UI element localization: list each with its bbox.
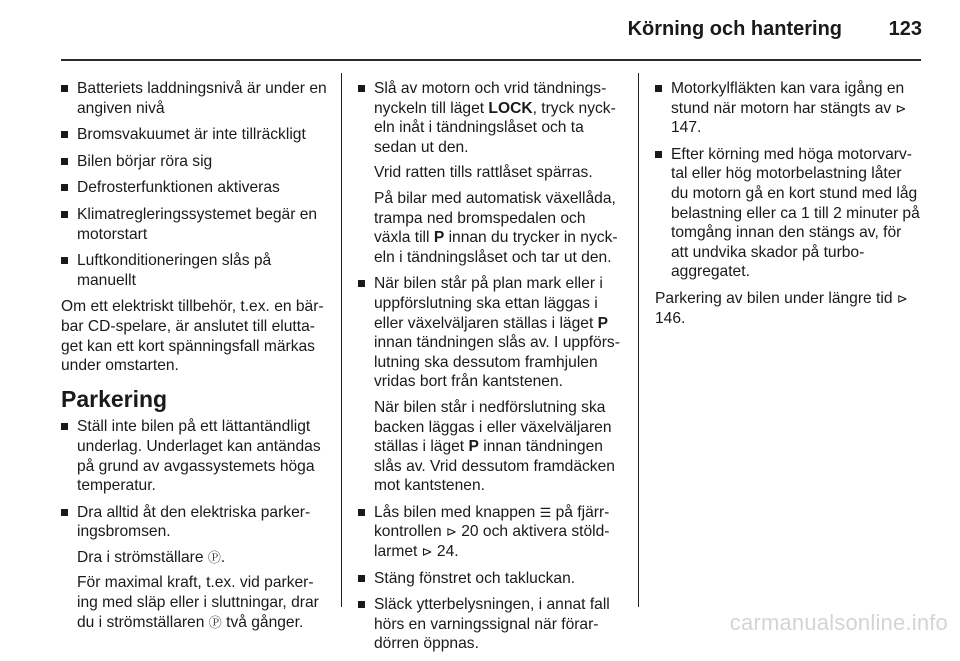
- list-item: Luftkonditioneringen slås på manuellt: [61, 251, 327, 290]
- text-segment: När bilen står i nedförslutning ska backen läggas i eller växelväljaren ställas i läget: [374, 398, 612, 456]
- page-header: [0, 0, 960, 60]
- page-reference: 146.: [655, 309, 686, 327]
- list-item: Defrosterfunktionen aktiveras: [61, 178, 327, 198]
- list-item: Klimatregleringssystemet begär en motorstart: [61, 205, 327, 244]
- list-item: Ställ inte bilen på ett lättantändligt underlag. Underlaget kan antändas på grund av avgassystemets höga temperatur.: [61, 417, 327, 495]
- list-item: [358, 79, 623, 267]
- sub-text: För maximal kraft, t.ex. vid parker-ing med släp eller i sluttningar, drar du i strömställaren: [77, 574, 319, 631]
- text-segment: och aktivera stöld-larmet: [374, 523, 610, 561]
- list-item: [358, 503, 623, 562]
- running-title: Körning och hantering: [627, 18, 842, 40]
- text-segment: innan tändningen slås av. I uppförs-lutning ska dessutom framhjulen vridas bort från kantstenen.: [374, 334, 620, 391]
- list-item: Bromsvakuumet är inte tillräckligt: [61, 125, 327, 145]
- parking-brake-icon: Ⓟ: [208, 614, 222, 630]
- sub-paragraph: [77, 548, 327, 568]
- page-number: 123: [888, 18, 922, 40]
- restart-conditions-list: [61, 79, 327, 290]
- page-reference: 147.: [671, 119, 702, 137]
- gear-p-label: P: [433, 229, 445, 247]
- text-segment: Slå av motorn och vrid tändnings-nyckeln till läget: [374, 80, 607, 117]
- text-segment: Motorkylfläkten kan vara igång en stund när motorn har stängts av: [671, 80, 905, 117]
- page-reference-icon: ⊳: [895, 100, 907, 116]
- sub-text: Dra i strömställare: [77, 548, 204, 566]
- list-item: Batteriets laddningsnivå är under en angiven nivå: [61, 79, 327, 118]
- text-segment: innan tändningen slås av. Vrid dessutom framdäcken mot kantstenen.: [374, 438, 615, 495]
- list-item: [655, 79, 921, 138]
- section-heading: Parkering: [61, 385, 168, 412]
- list-item-text: Dra alltid åt den elektriska parker-ingsbromsen.: [77, 503, 311, 541]
- column-1: [61, 79, 327, 639]
- page-reference-icon: ⊳: [421, 544, 433, 560]
- page-reference: 20: [461, 523, 479, 541]
- list-item: Släck ytterbelysningen, i annat fall hörs en varningssignal när förar-dörren öppnas.: [358, 595, 623, 654]
- watermark: carmanualsonline.info: [729, 610, 948, 635]
- column-divider: [341, 73, 342, 607]
- sub-text-end: två gånger.: [226, 613, 304, 631]
- sub-paragraph: [374, 189, 623, 267]
- text-segment: När bilen står på plan mark eller i uppförslutning ska ettan läggas i eller växelväljaren ställas i läget: [374, 275, 603, 332]
- body-paragraph: [655, 289, 921, 328]
- list-item: [61, 503, 327, 633]
- text-segment: innan du trycker in nyck-eln i tändningslåset och tar ut den.: [374, 229, 618, 266]
- text-segment: Lås bilen med knappen: [374, 503, 536, 521]
- sub-paragraph: [374, 398, 623, 496]
- column-divider: [638, 73, 639, 607]
- sub-paragraph: Vrid ratten tills rattlåset spärras.: [374, 164, 593, 182]
- gear-p-label: P: [468, 438, 479, 456]
- page-reference-icon: ⊳: [445, 524, 457, 540]
- list-item: Stäng fönstret och takluckan.: [358, 569, 623, 589]
- sub-text-end: .: [220, 548, 226, 566]
- text-segment: på fjärr-kontrollen: [374, 503, 610, 541]
- sub-paragraph: [77, 573, 327, 632]
- parking-list: [61, 417, 327, 632]
- header-rule: [61, 59, 921, 61]
- list-item: Bilen börjar röra sig: [61, 152, 327, 172]
- text-segment: På bilar med automatisk växellåda, trampa ned bromspedalen och växla till: [374, 189, 616, 247]
- gear-p-label: P: [597, 314, 609, 332]
- body-paragraph: Om ett elektriskt tillbehör, t.ex. en bär-bar CD-spelare, är anslutet till elutta-get kan ett kort spänningsfall märkas under omstarten.: [61, 298, 324, 375]
- column-3: [655, 79, 921, 334]
- page-reference-icon: ⊳: [896, 290, 908, 306]
- text-segment: , tryck nyck-eln inåt i tändningslåset och ta sedan ut den.: [374, 99, 616, 156]
- list-item: Efter körning med höga motorvarv-tal eller hög motorbelastning låter du motorn gå en kort stund med låg belastning eller ca 1 till 2 minuter på tomgång innan den stängs av, för att undvika skador på turbo-aggregatet.: [655, 145, 921, 282]
- list-item: [358, 274, 623, 496]
- text-segment: Parkering av bilen under längre tid: [655, 289, 893, 307]
- parking-brake-icon: Ⓟ: [207, 549, 221, 565]
- column-2: [358, 79, 623, 661]
- lock-position-label: LOCK: [488, 99, 533, 117]
- page-reference: 24.: [436, 543, 459, 561]
- parking-steps-list: [358, 79, 623, 654]
- after-parking-list: [655, 79, 921, 282]
- lock-button-icon: ☰: [539, 504, 552, 520]
